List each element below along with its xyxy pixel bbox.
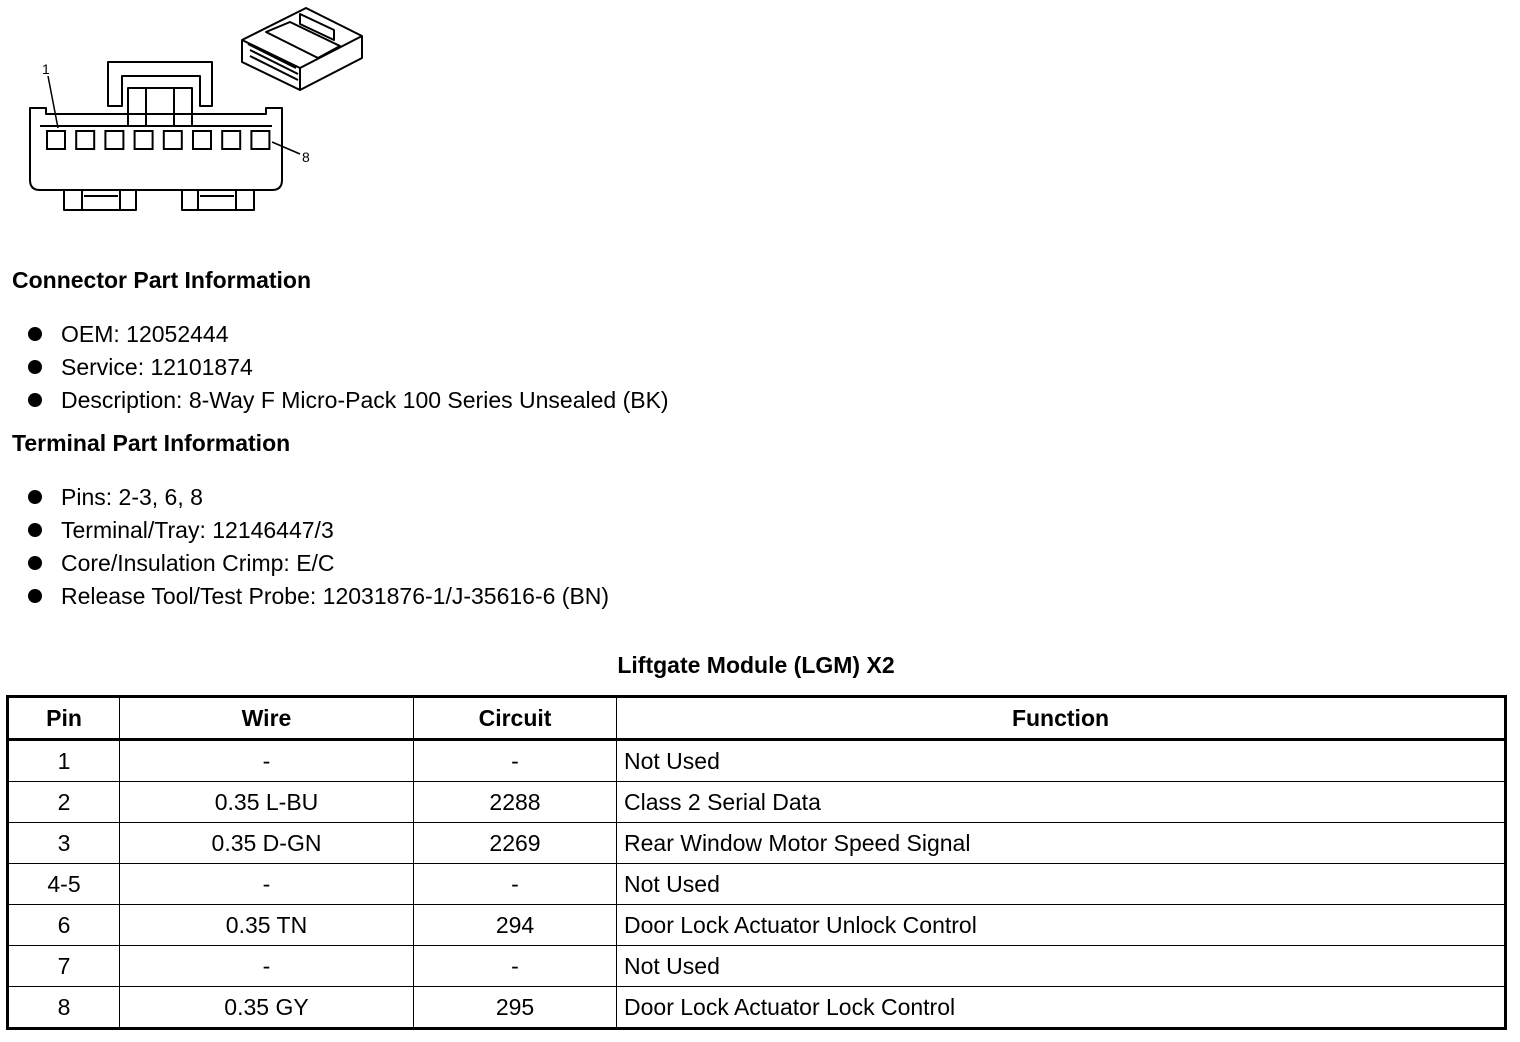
pin-cavity [105, 131, 123, 149]
pin-cavity [135, 131, 153, 149]
cell-function: Not Used [617, 864, 1506, 905]
connector-info-title: Connector Part Information [12, 267, 312, 293]
terminal-info-list [28, 481, 609, 613]
bullet-icon [28, 490, 42, 504]
cell-wire: 0.35 D-GN [120, 823, 414, 864]
connector-diagram [0, 0, 380, 220]
bullet-icon [28, 393, 42, 407]
cell-pin: 1 [8, 740, 120, 782]
table-row [8, 987, 1506, 1029]
cell-function: Door Lock Actuator Unlock Control [617, 905, 1506, 946]
cell-function: Not Used [617, 740, 1506, 782]
cell-pin: 8 [8, 987, 120, 1029]
cell-function: Not Used [617, 946, 1506, 987]
cell-wire: - [120, 946, 414, 987]
connector-info-item: Description: 8-Way F Micro-Pack 100 Series Unsealed (BK) [28, 384, 669, 417]
cell-wire: 0.35 GY [120, 987, 414, 1029]
header-pin: Pin [8, 697, 120, 740]
table-header-row [8, 697, 1506, 740]
pin-cavity [164, 131, 182, 149]
connector-cavities [47, 131, 269, 149]
pin-cavity [251, 131, 269, 149]
table-row [8, 740, 1506, 782]
cell-circuit: - [414, 946, 617, 987]
header-function: Function [617, 697, 1506, 740]
cell-function: Class 2 Serial Data [617, 782, 1506, 823]
cell-circuit: - [414, 864, 617, 905]
pin-cavity [47, 131, 65, 149]
bullet-icon [28, 327, 42, 341]
table-title: Liftgate Module (LGM) X2 [617, 652, 895, 678]
connector-face-outline [30, 62, 282, 210]
cell-function: Door Lock Actuator Lock Control [617, 987, 1506, 1029]
cell-pin: 3 [8, 823, 120, 864]
terminal-info-item: Core/Insulation Crimp: E/C [28, 547, 609, 580]
cell-circuit: 295 [414, 987, 617, 1029]
pin-cavity [222, 131, 240, 149]
header-wire: Wire [120, 697, 414, 740]
terminal-info-item: Release Tool/Test Probe: 12031876-1/J-35616-6 (BN) [28, 580, 609, 613]
cell-pin: 4-5 [8, 864, 120, 905]
cell-wire: - [120, 864, 414, 905]
terminal-info-title: Terminal Part Information [12, 430, 291, 456]
cell-wire: 0.35 TN [120, 905, 414, 946]
cell-pin: 6 [8, 905, 120, 946]
cell-circuit: - [414, 740, 617, 782]
cell-wire: 0.35 L-BU [120, 782, 414, 823]
terminal-info-item: Terminal/Tray: 12146447/3 [28, 514, 609, 547]
table-row [8, 905, 1506, 946]
terminal-info-item: Pins: 2-3, 6, 8 [28, 481, 609, 514]
cell-pin: 2 [8, 782, 120, 823]
cell-wire: - [120, 740, 414, 782]
cell-circuit: 294 [414, 905, 617, 946]
cell-circuit: 2288 [414, 782, 617, 823]
pin-label-first: 1 [42, 61, 50, 77]
pinout-table [6, 695, 1507, 1030]
table-row [8, 782, 1506, 823]
connector-iso-illustration [242, 8, 362, 90]
table-row [8, 864, 1506, 905]
connector-info-item: Service: 12101874 [28, 351, 669, 384]
header-circuit: Circuit [414, 697, 617, 740]
bullet-icon [28, 556, 42, 570]
bullet-icon [28, 523, 42, 537]
pin-cavity [193, 131, 211, 149]
cell-circuit: 2269 [414, 823, 617, 864]
pin-cavity [76, 131, 94, 149]
bullet-icon [28, 589, 42, 603]
table-row [8, 823, 1506, 864]
bullet-icon [28, 360, 42, 374]
pin-label-last: 8 [302, 149, 310, 165]
connector-info-list [28, 318, 669, 417]
table-row [8, 946, 1506, 987]
cell-function: Rear Window Motor Speed Signal [617, 823, 1506, 864]
cell-pin: 7 [8, 946, 120, 987]
connector-info-item: OEM: 12052444 [28, 318, 669, 351]
